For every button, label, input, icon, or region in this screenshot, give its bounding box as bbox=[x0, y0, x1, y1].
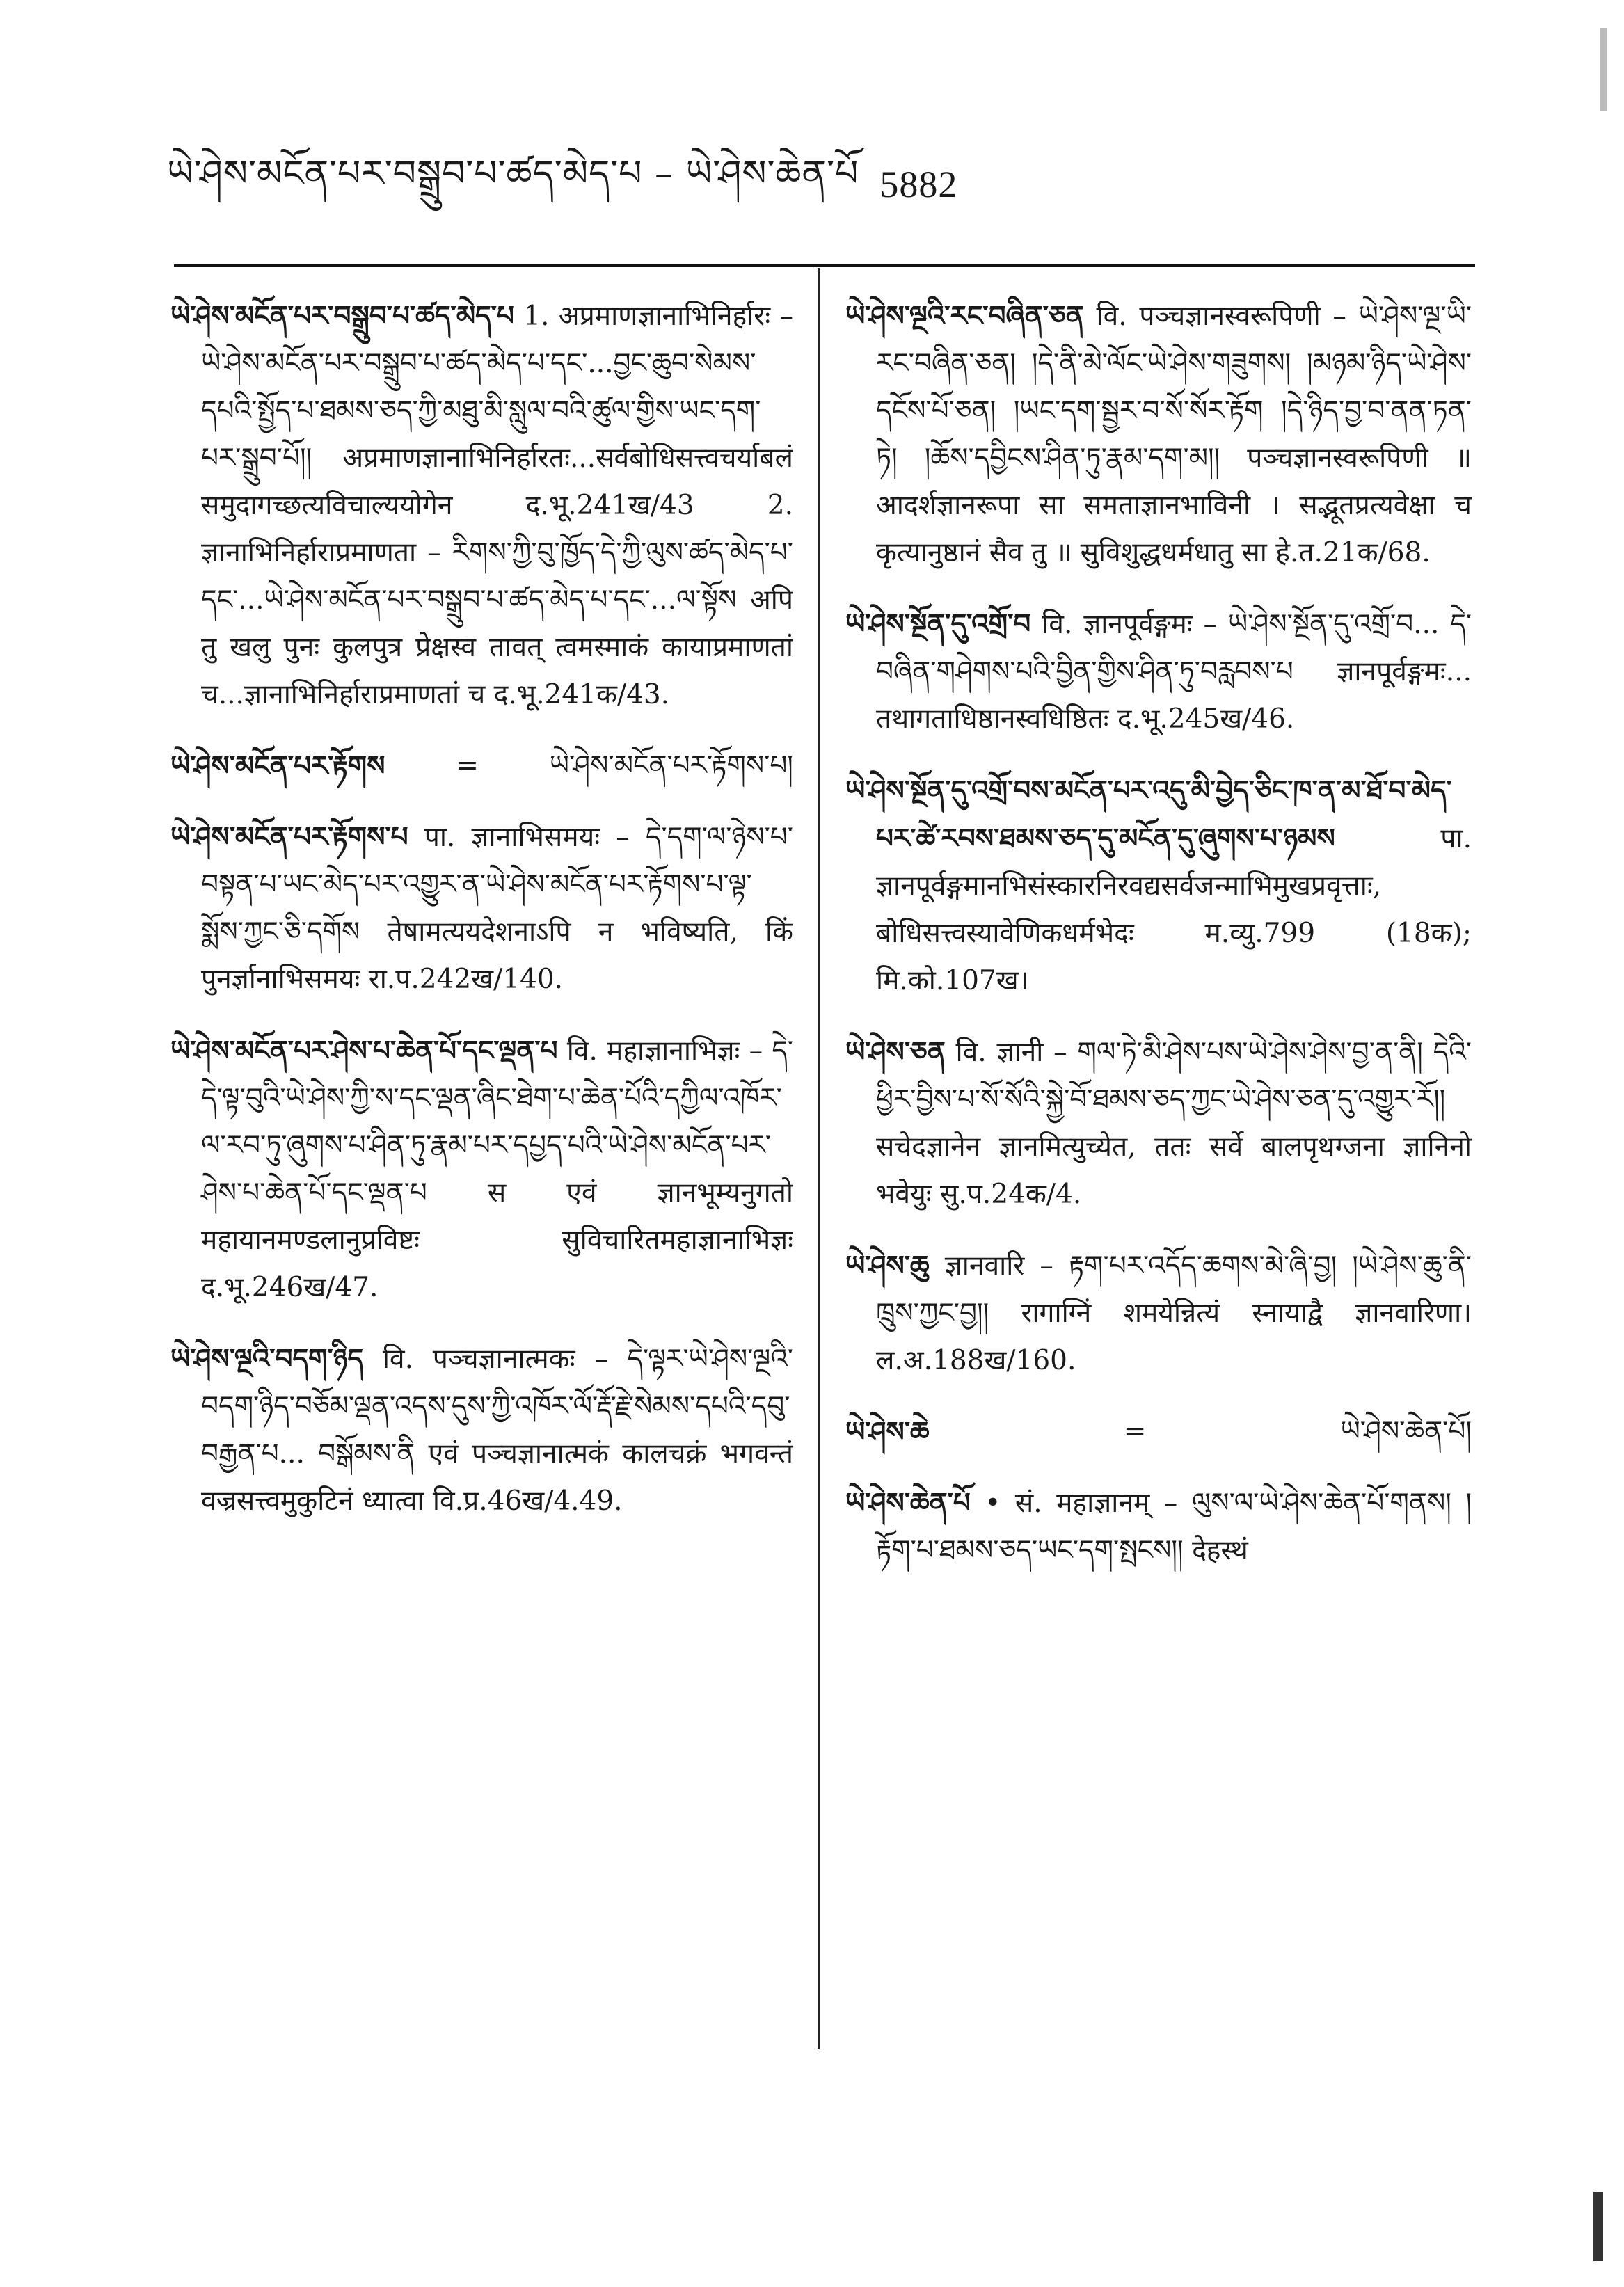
dictionary-entry bbox=[845, 767, 1472, 1005]
entry-body: पा. ज्ञानपूर्वङ्गमानभिसंस्कारनिरवद्यसर्वजन्माभिमुखप्रवृत्ताः, बोधिसत्त्वस्यावेणिकधर्मभेदः म.व्यु.799 (18क); मि.को.107ख। bbox=[876, 823, 1472, 996]
entry-body: वि. पञ्चज्ञानात्मकः – དེ་ལྟར་ཡེ་ཤེས་ལྔའི་བདག་ཉིད་བཅོམ་ལྡན་འདས་དུས་ཀྱི་འཁོར་ལོ་རྡོ་རྗེ་སེམས་དཔའི་དབུ་བརྒྱན་པ... བསྒོམས་ནི एवं पञ्चज्ञानात्मकं कालचक्रं भगवन्तं वज्रसत्त्वमुकुटिनं ध्यात्वा वि.प्र.46ख/4.49. bbox=[201, 1344, 793, 1517]
entry-headword: ཡེ་ཤེས་ཅན bbox=[845, 1036, 946, 1068]
entry-headword: ཡེ་ཤེས་ལྔའི་རང་བཞིན་ཅན bbox=[845, 300, 1084, 332]
entry-headword: ཡེ་ཤེས་ཆེ bbox=[845, 1416, 930, 1448]
entry-body: वि. ज्ञानपूर्वङ्गमः – ཡེ་ཤེས་སྔོན་དུ་འགྲོ་བ... དེ་བཞིན་གཤེགས་པའི་བྱིན་གྱིས་ཤིན་ཏུ་བརླབས་པ ज्ञानपूर्वङ्गमः... तथागताधिष्ठानस्वधिष्ठितः द.भू.245ख/46. bbox=[876, 609, 1472, 735]
equals-sign: = bbox=[456, 750, 479, 781]
cross-reference-entry bbox=[845, 1408, 1472, 1456]
dictionary-entry bbox=[845, 1028, 1472, 1218]
right-column bbox=[845, 292, 1472, 2046]
dictionary-entry bbox=[845, 1242, 1472, 1385]
entry-body: वि. महाज्ञानाभिज्ञः – དེ་དེ་ལྟ་བུའི་ཡེ་ཤེས་ཀྱི་ས་དང་ལྡན་ཞིང་ཐེག་པ་ཆེན་པོའི་དཀྱིལ་འཁོར་ལ་རབ་ཏུ་ཞུགས་པ་ཤིན་ཏུ་རྣམ་པར་དཔྱད་པའི་ཡེ་ཤེས་མངོན་པར་ཤེས་པ་ཆེན་པོ་དང་ལྡན་པ स एवं ज्ञानभूम्यनुगतो महायानमण्डलानुप्रविष्टः सुविचारितमहाज्ञानाभिज्ञः द.भू.246ख/47. bbox=[201, 1035, 793, 1303]
entry-headword: ཡེ་ཤེས་ཆེན་པོ bbox=[845, 1487, 971, 1519]
dictionary-entry bbox=[170, 1027, 793, 1312]
cross-reference-target: ཡེ་ཤེས་ཆེན་པོ། bbox=[1340, 1416, 1472, 1447]
left-column bbox=[170, 292, 793, 2046]
entry-headword: ཡེ་ཤེས་མངོན་པར་རྟོགས་པ bbox=[170, 821, 408, 853]
entry-headword: ཡེ་ཤེས་ལྔའི་བདག་ཉིད bbox=[170, 1343, 364, 1375]
entry-body: वि. पञ्चज्ञानस्वरूपिणी – ཡེ་ཤེས་ལྔ་ཡི་རང་བཞིན་ཅན། །དེ་ནི་མེ་ལོང་ཡེ་ཤེས་གཟུགས། །མཉམ་ཉིད་ཡེ་ཤེས་དངོས་པོ་ཅན། །ཡང་དག་སྦྱར་བ་སོ་སོར་རྟོག །དེ་ཉིད་བྱ་བ་ནན་ཏན་ཏེ། །ཆོས་དབྱིངས་ཤིན་ཏུ་རྣམ་དག་མ།། पञ्चज्ञानस्वरूपिणी ॥ आदर्शज्ञानरूपा सा समताज्ञानभाविनी । सद्भूतप्रत्यवेक्षा च कृत्यानुष्ठानं सैव तु ॥ सुविशुद्धधर्मधातु सा हे.त.21क/68. bbox=[876, 301, 1472, 568]
entry-headword: ཡེ་ཤེས་སྔོན་དུ་འགྲོ་བ bbox=[845, 608, 1031, 640]
running-head bbox=[167, 153, 1489, 216]
dictionary-entry bbox=[170, 292, 793, 719]
entry-headword: ཡེ་ཤེས་སྔོན་དུ་འགྲོ་བས་མངོན་པར་འདུ་མི་བྱེད་ཅིང་ཁ་ན་མ་ཐོ་བ་མེད་པར་ཚེ་རབས་ཐམས་ཅད་དུ་མངོན་དུ་ཞུགས་པ་ཉམས bbox=[845, 774, 1452, 854]
entry-body: 1. अप्रमाणज्ञानाभिनिर्हारः – ཡེ་ཤེས་མངོན་པར་བསྒྲུབ་པ་ཚད་མེད་པ་དང་...བྱང་ཆུབ་སེམས་དཔའི་སྤྱོད་པ་ཐམས་ཅད་ཀྱི་མཐུ་མི་སླུལ་བའི་ཚུལ་གྱིས་ཡང་དག་པར་སྒྲུབ་པོ།། अप्रमाणज्ञानाभिनिर्हारतः...सर्वबोधिसत्त्वचर्याबलं समुदागच्छत्यविचाल्ययोगेन द.भू.241ख/43 2. ज्ञानाभिनिर्हाराप्रमाणता – རིགས་ཀྱི་བུ་ཁྱོད་དེ་ཀྱི་ལུས་ཚད་མེད་པ་དང་...ཡེ་ཤེས་མངོན་པར་བསྒྲུབ་པ་ཚད་མེད་པ་དང་...ལ་སྟོས अपि तु खलु पुनः कुलपुत्र प्रेक्षस्व तावत् त्वमस्माकं कायाप्रमाणतां च...ज्ञानाभिनिर्हाराप्रमाणतां च द.भू.241क/43. bbox=[201, 301, 793, 710]
dictionary-entry bbox=[845, 1479, 1472, 1575]
header-rule bbox=[174, 264, 1475, 267]
running-head-title: ཡེ་ཤེས་མངོན་པར་བསྒྲུབ་པ་ཚད་མེད་པ – ཡེ་ཤེས་ཆེན་པོ bbox=[167, 153, 859, 195]
entry-headword: ཡེ་ཤེས་མངོན་པར་བསྒྲུབ་པ་ཚད་མེད་པ bbox=[170, 300, 514, 332]
entry-body: ज्ञानवारि – རྟག་པར་འདོད་ཆགས་མེ་ཞི་བྱ། །ཡེ་ཤེས་ཆུ་ནི་ཁྲུས་ཀྱང་བྱ།། रागाग्निं शमयेन्नित्यं स्नायाद्वै ज्ञानवारिणा। ल.अ.188ख/160. bbox=[876, 1250, 1472, 1376]
scan-edge-mark bbox=[1600, 28, 1607, 111]
dictionary-entry bbox=[845, 600, 1472, 743]
entry-body: वि. ज्ञानी – གལ་ཏེ་མི་ཤེས་པས་ཡེ་ཤེས་ཤེས་བྱ་ན་ནི། དེའི་ཕྱིར་བྱིས་པ་སོ་སོའི་སྐྱེ་བོ་ཐམས་ཅད་ཀྱང་ཡེ་ཤེས་ཅན་དུ་འགྱུར་རོ།། सचेदज्ञानेन ज्ञानमित्युच्येत, ततः सर्वे बालपृथग्जना ज्ञानिनो भवेयुः सु.प.24क/4. bbox=[876, 1037, 1472, 1210]
cross-reference-entry bbox=[170, 742, 793, 790]
page-number: 5882 bbox=[879, 164, 958, 205]
dictionary-entry bbox=[170, 813, 793, 1003]
dictionary-entry bbox=[170, 1335, 793, 1525]
entry-headword: ཡེ་ཤེས་མངོན་པར་རྟོགས bbox=[170, 750, 385, 782]
entry-headword: ཡེ་ཤེས་ཆུ bbox=[845, 1250, 930, 1282]
scan-edge-mark bbox=[1593, 2192, 1603, 2261]
entry-body: • सं. महाज्ञानम् – ལུས་ལ་ཡེ་ཤེས་ཆེན་པོ་གནས། །རྟོག་པ་ཐམས་ཅད་ཡང་དག་སྤངས།། देहस्थं bbox=[876, 1488, 1472, 1566]
equals-sign: = bbox=[1123, 1416, 1147, 1447]
column-divider bbox=[818, 268, 820, 2049]
entry-body: पा. ज्ञानाभिसमयः – དེ་དག་ལ་ཉེས་པ་བསྟན་པ་ཡང་མེད་པར་འགྱུར་ན་ཡེ་ཤེས་མངོན་པར་རྟོགས་པ་ལྟ་སྨོས་ཀྱང་ཅི་དགོས तेषामत्ययदेशनाऽपि न भविष्यति, किं पुनर्ज्ञानाभिसमयः रा.प.242ख/140. bbox=[201, 822, 793, 995]
cross-reference-target: ཡེ་ཤེས་མངོན་པར་རྟོགས་པ། bbox=[549, 750, 793, 781]
entry-headword: ཡེ་ཤེས་མངོན་པར་ཤེས་པ་ཆེན་པོ་དང་ལྡན་པ bbox=[170, 1035, 558, 1067]
dictionary-entry bbox=[845, 292, 1472, 577]
